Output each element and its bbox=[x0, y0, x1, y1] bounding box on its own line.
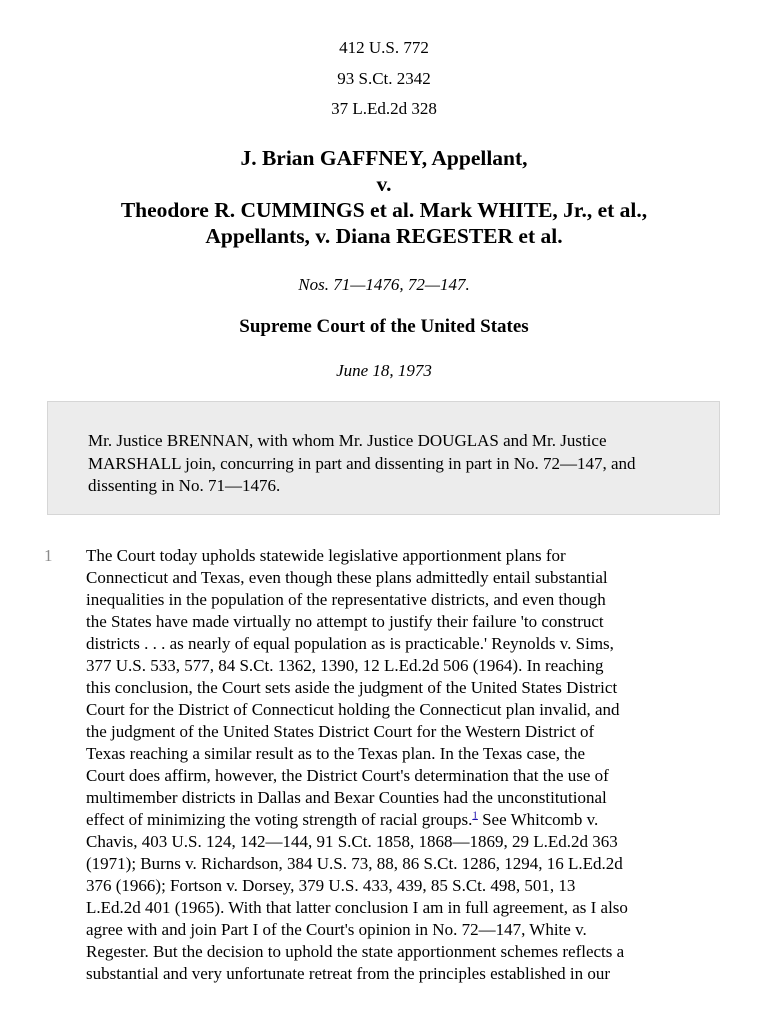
paragraph-line: 377 U.S. 533, 577, 84 S.Ct. 1362, 1390, 12 L.Ed.2d 506 (1964). In reaching bbox=[86, 656, 604, 675]
paragraph-line: 376 (1966); Fortson v. Dorsey, 379 U.S. 433, 439, 85 S.Ct. 498, 501, 13 bbox=[86, 876, 576, 895]
paragraph-line: Regester. But the decision to uphold the state apportionment schemes reflects a bbox=[86, 942, 625, 961]
paragraph-line: substantial and very unfortunate retreat from the principles established in our bbox=[86, 964, 611, 983]
decision-date: June 18, 1973 bbox=[336, 361, 432, 380]
paragraph-line: Chavis, 403 U.S. 124, 142—144, 91 S.Ct. 1858, 1868—1869, 29 L.Ed.2d 363 bbox=[86, 832, 618, 851]
paragraph-line: Connecticut and Texas, even though these plans admittedly entail substantial bbox=[86, 568, 608, 587]
paragraph-line-with-footnote bbox=[86, 809, 726, 831]
paragraph-line: Court for the District of Connecticut holding the Connecticut plan invalid, and bbox=[86, 700, 620, 719]
case-title bbox=[40, 145, 728, 249]
citation-lawyers-edition: 37 L.Ed.2d 328 bbox=[331, 99, 437, 118]
court-name: Supreme Court of the United States bbox=[239, 316, 529, 337]
case-title-line: v. bbox=[376, 172, 392, 196]
paragraph-line: multimember districts in Dallas and Bexar Counties had the unconstitutional bbox=[86, 788, 607, 807]
footnote-link[interactable]: 1 bbox=[472, 809, 478, 822]
citations bbox=[0, 33, 768, 125]
paragraph-line: (1971); Burns v. Richardson, 384 U.S. 73, 88, 86 S.Ct. 1286, 1294, 16 L.Ed.2d bbox=[86, 854, 623, 873]
case-title-line: J. Brian GAFFNEY, Appellant, bbox=[240, 146, 528, 170]
paragraph-line: L.Ed.2d 401 (1965). With that latter conclusion I am in full agreement, as I also bbox=[86, 898, 628, 917]
paragraph-line: agree with and join Part I of the Court's opinion in No. 72—147, White v. bbox=[86, 920, 587, 939]
paragraph-line: this conclusion, the Court sets aside the judgment of the United States District bbox=[86, 678, 618, 697]
paragraph-line: The Court today upholds statewide legislative apportionment plans for bbox=[86, 546, 566, 565]
citation-supreme-court-reporter: 93 S.Ct. 2342 bbox=[337, 68, 431, 88]
paragraph-line: districts . . . as nearly of equal population as is practicable.' Reynolds v. Sims, bbox=[86, 634, 614, 653]
citation-us-reports: 412 U.S. 772 bbox=[339, 38, 429, 57]
footnote-line-end: See Whitcomb v. bbox=[477, 810, 599, 829]
opinion-headnote-text: Mr. Justice BRENNAN, with whom Mr. Justice DOUGLAS and Mr. Justice MARSHALL join, concurring in part and dissenting in part in No. 72—147, and dissenting in No. 71—1476. bbox=[88, 431, 636, 495]
case-title-line: Theodore R. CUMMINGS et al. Mark WHITE, Jr., et al., bbox=[120, 198, 648, 222]
paragraph-line: Texas reaching a similar result as to the Texas plan. In the Texas case, the bbox=[86, 744, 586, 763]
paragraph-line: the States have made virtually no attempt to justify their failure 'to construct bbox=[86, 612, 604, 631]
paragraph-line: Court does affirm, however, the District Court's determination that the use of bbox=[86, 766, 609, 785]
docket-numbers: Nos. 71—1476, 72—147. bbox=[298, 275, 470, 294]
case-title-line: Appellants, v. Diana REGESTER et al. bbox=[205, 224, 563, 248]
paragraph-line: inequalities in the population of the representative districts, and even though bbox=[86, 590, 606, 609]
opinion-headnote-box bbox=[47, 401, 720, 515]
paragraph-number: 1 bbox=[44, 546, 53, 565]
footnote-line-start: effect of minimizing the voting strength of racial groups. bbox=[86, 810, 473, 829]
paragraph-line: the judgment of the United States District Court for the Western District of bbox=[86, 722, 595, 741]
opinion-paragraph bbox=[86, 545, 726, 985]
